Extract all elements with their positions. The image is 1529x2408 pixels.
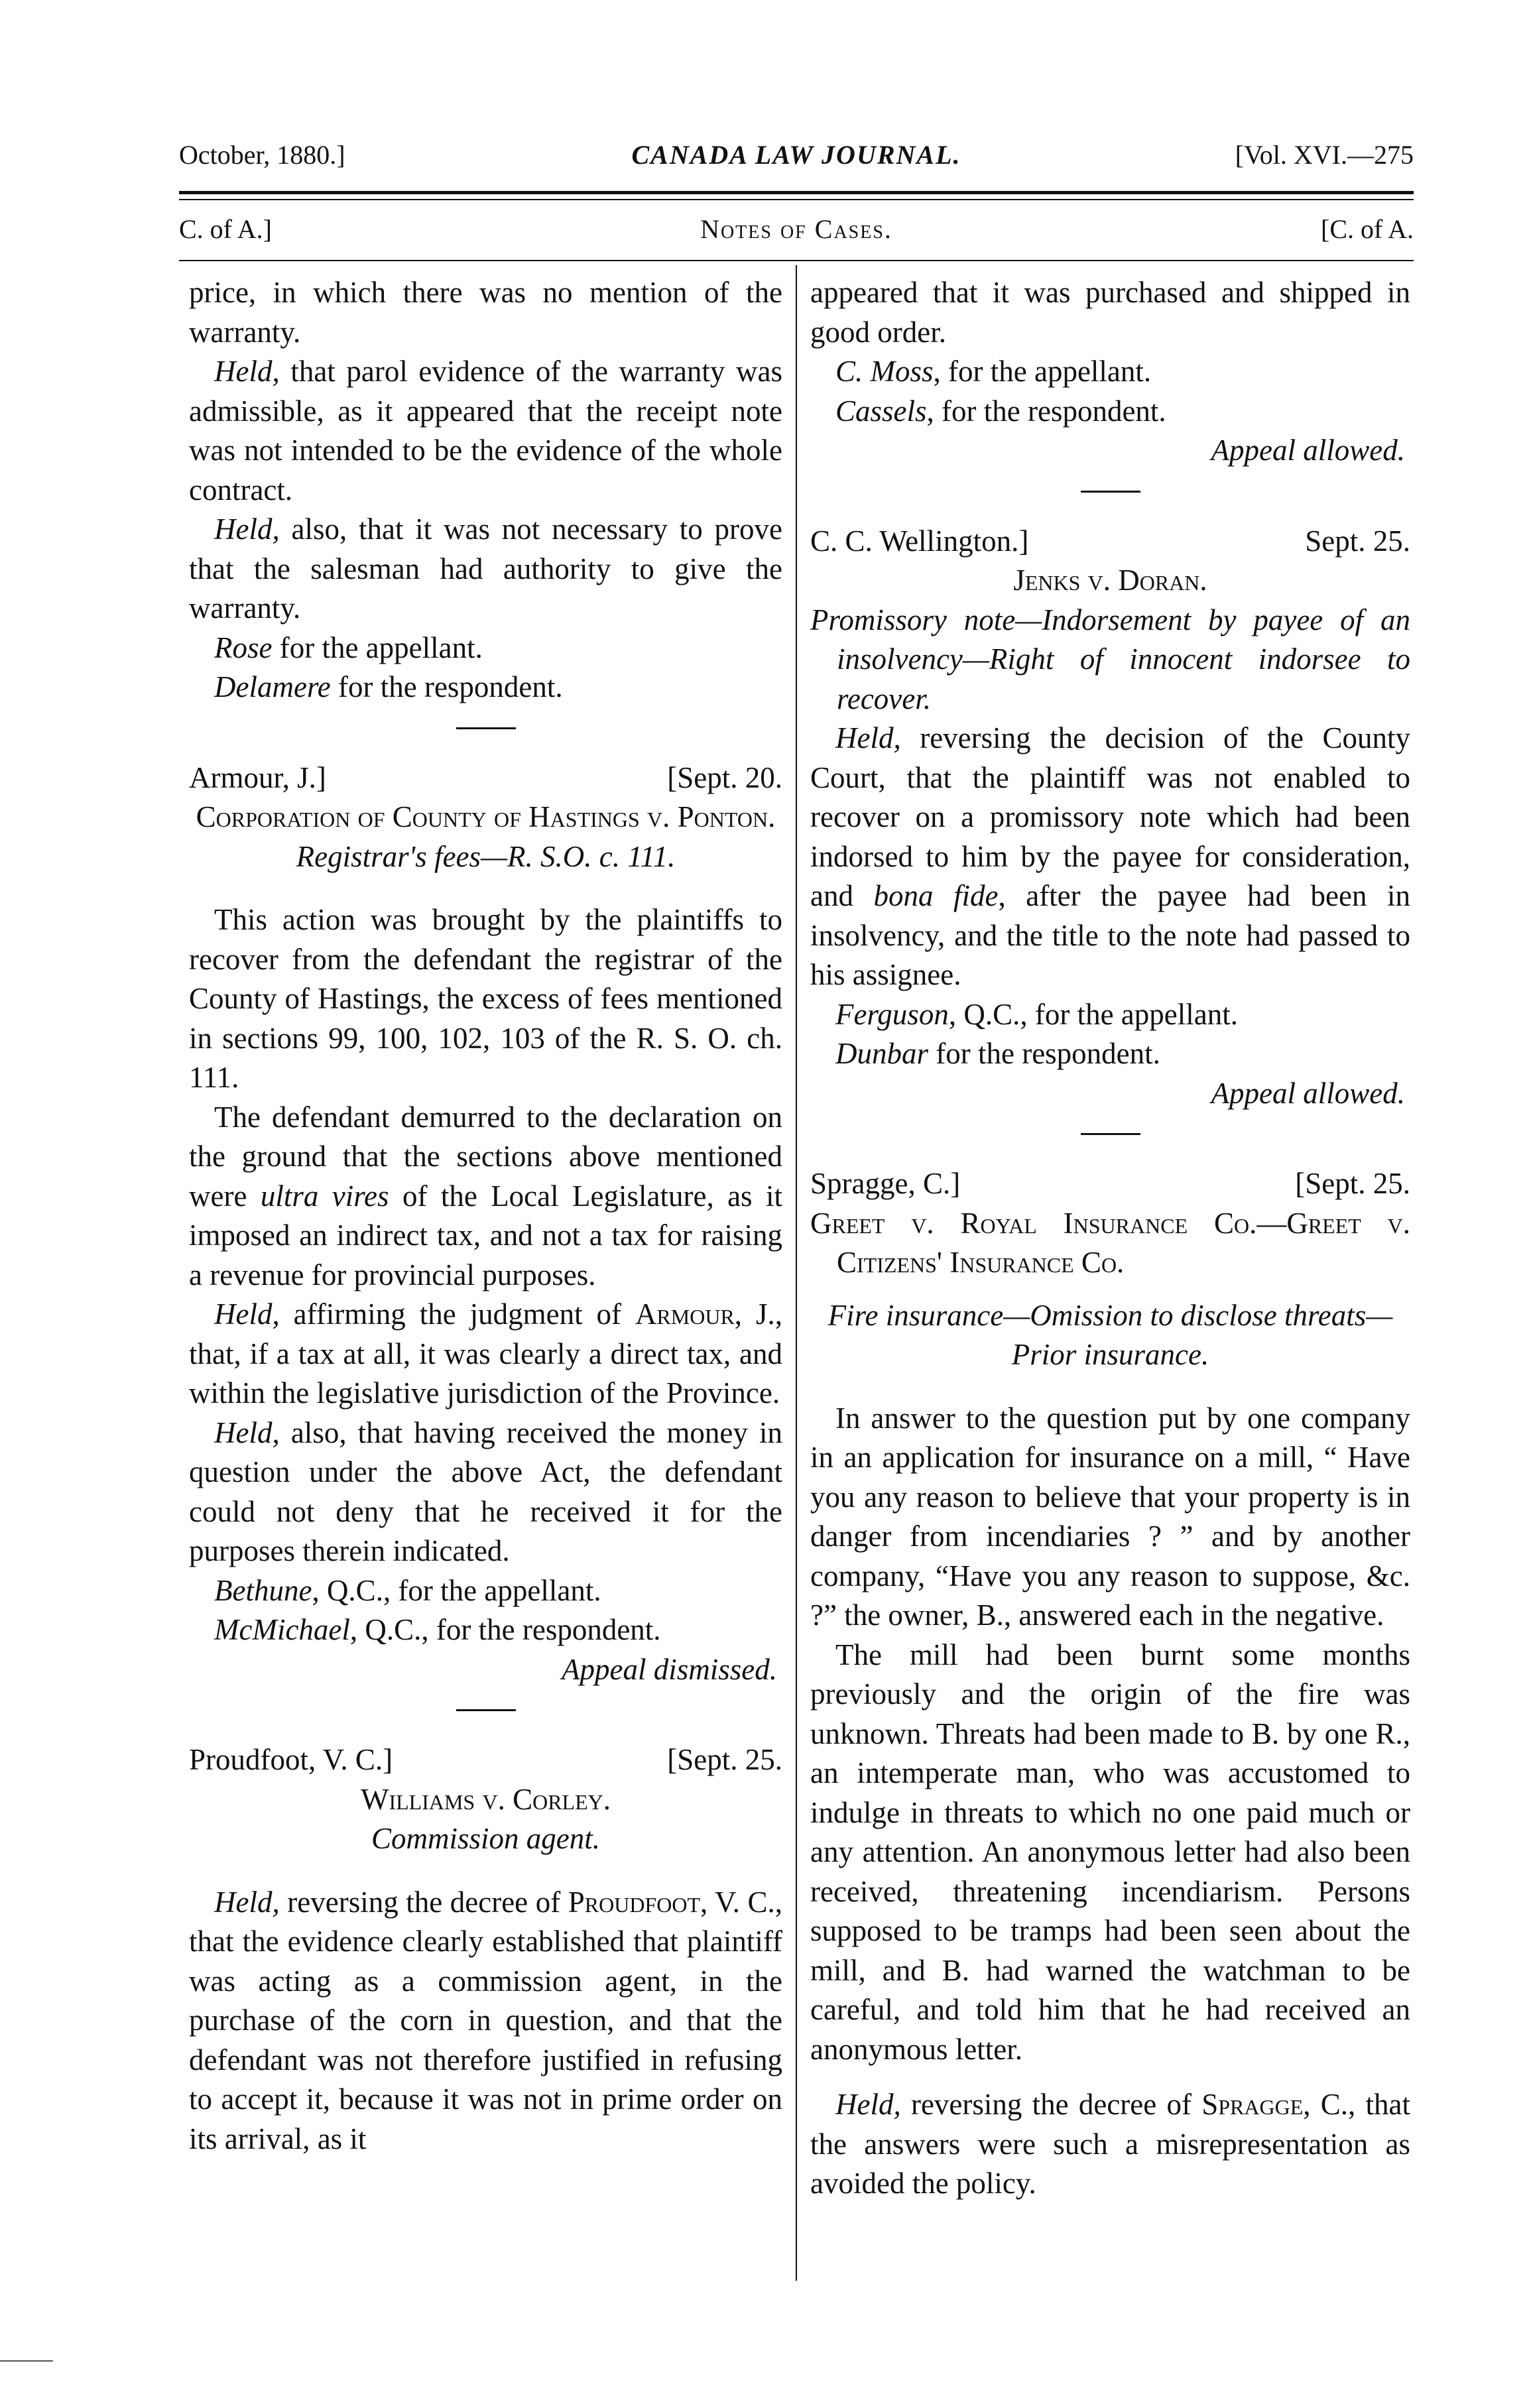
counsel-name: Rose bbox=[214, 631, 273, 664]
held-label: Held, bbox=[214, 355, 280, 388]
section-header bbox=[179, 213, 1414, 251]
case-result: Appeal allowed. bbox=[1211, 1076, 1405, 1110]
header-rule-thick bbox=[179, 191, 1414, 194]
counsel-line bbox=[189, 629, 782, 668]
case-date: [Sept. 25. bbox=[1295, 1167, 1410, 1200]
text-run: The defendant demurred to the declaration on the ground that the sections above mentioned were bbox=[189, 1100, 782, 1213]
right-column bbox=[810, 273, 1410, 2204]
counsel-name: Cassels bbox=[835, 394, 927, 428]
counsel-name: McMichael bbox=[214, 1613, 350, 1646]
column-divider bbox=[796, 265, 797, 2281]
counsel-line bbox=[189, 1610, 782, 1650]
case-date: [Sept. 20. bbox=[667, 760, 782, 794]
counsel-role: , Q.C., for the appellant. bbox=[312, 1573, 601, 1607]
counsel-role: , Q.C., for the respondent. bbox=[349, 1613, 661, 1646]
text-run: , V. C., that the evidence clearly established that plaintiff was acting as a commission agent, in the purchase of the corn in question, and that the defendant was not therefore justified in refusing to accept it, because it was not in prime order on its arrival, as it bbox=[189, 1885, 782, 2155]
holding-text: also, that having received the money in question under the above Act, the defendant could not deny that he received it for the purposes therein indicated. bbox=[189, 1415, 782, 1567]
counsel-line bbox=[810, 352, 1410, 392]
case-result: Appeal allowed. bbox=[1211, 434, 1405, 467]
counsel-name: Dunbar bbox=[835, 1037, 929, 1070]
section-title: Notes of Cases. bbox=[700, 214, 892, 244]
case-separator bbox=[1081, 1133, 1140, 1135]
holding-text: also, that it was not necessary to prove that the salesman had authority to give the warranty. bbox=[189, 512, 782, 625]
holding bbox=[189, 352, 782, 510]
section-rule bbox=[179, 260, 1414, 261]
text-run: reversing the decree of bbox=[279, 1885, 568, 1919]
text-run: , C., that the answers were such a misrepresentation as avoided the policy. bbox=[810, 2088, 1410, 2200]
held-label: Held, bbox=[214, 512, 280, 546]
held-label: Held, bbox=[835, 2088, 901, 2121]
margin-mark bbox=[0, 2360, 53, 2362]
left-column bbox=[189, 273, 782, 2159]
judge-name: Armour, J.] bbox=[189, 760, 326, 794]
case-title: Corporation of County of Hastings v. Ponton. bbox=[196, 800, 776, 833]
case-heading bbox=[810, 522, 1410, 562]
holding bbox=[189, 1883, 782, 2159]
text-run: affirming the judgment of bbox=[279, 1297, 635, 1331]
case-title: Jenks v. Doran. bbox=[1013, 564, 1207, 597]
counsel-line bbox=[810, 392, 1410, 432]
judge-name: Spragge, C.] bbox=[810, 1167, 961, 1200]
counsel-role: for the respondent. bbox=[330, 670, 563, 703]
case-separator bbox=[1081, 491, 1140, 493]
case-date: Sept. 25. bbox=[1305, 524, 1410, 558]
counsel-line bbox=[189, 1571, 782, 1611]
case-heading bbox=[810, 1164, 1410, 1204]
case-paragraph: The mill had been burnt some months previously and the origin of the fire was unknown. Threats had been made to B. by one R., an intemperate man, who was accustomed to indulge in threats to which no one paid much or any attention. An anonymous letter had also been received, threatening incendiarism. Persons supposed to be tramps had been seen about the mill, and B. had warned the watchman to be careful, and told him that he had received an anonymous letter. bbox=[810, 1638, 1410, 2066]
case-date: [Sept. 25. bbox=[667, 1743, 782, 1776]
case-title: Williams v. Corley. bbox=[360, 1782, 611, 1816]
holding bbox=[189, 510, 782, 629]
judge-name: Proudfoot, V. C.] bbox=[189, 1743, 393, 1776]
counsel-role: , for the appellant. bbox=[933, 355, 1152, 388]
case-separator bbox=[456, 1709, 516, 1711]
court-right: [C. of A. bbox=[1321, 214, 1414, 244]
holding bbox=[189, 1295, 782, 1414]
continued-text: appeared that it was purchased and shipped in good order. bbox=[810, 276, 1410, 349]
text-run: , J., that, if a tax at all, it was clearly a direct tax, and within the legislative jurisdiction of the Province. bbox=[189, 1297, 782, 1410]
case-paragraph: In answer to the question put by one company in an application for insurance on a mill, “ Have you any reason to believe that your property is in danger from incendiaries ? ” and by another company, “Have you any reason to suppose, &c. ?” the owner, B., answered each in the negative. bbox=[810, 1401, 1410, 1632]
holding-text: that parol evidence of the warranty was admissible, as it appeared that the receipt note was not intended to be the evidence of the whole contract. bbox=[189, 355, 782, 507]
judge-ref: Proudfoot bbox=[568, 1885, 700, 1919]
counsel-line bbox=[810, 995, 1410, 1035]
counsel-line bbox=[810, 1034, 1410, 1074]
case-result: Appeal dismissed. bbox=[562, 1652, 777, 1686]
case-separator bbox=[456, 727, 516, 729]
case-title: Greet v. Royal Insurance Co.—Greet v. Citizens' Insurance Co. bbox=[810, 1206, 1410, 1279]
holding bbox=[810, 2085, 1410, 2204]
text-run: reversing the decision of the County Court, that the plaintiff was not enabled to recover on a promissory note which had been indorsed to him by the payee for consideration, and bbox=[810, 721, 1410, 912]
text-run: of the Local Legislature, as it imposed an indirect tax, and not a tax for raising a revenue for provincial purposes. bbox=[189, 1179, 782, 1292]
case-subject: Promissory note—Indorsement by payee of an insolvency—Right of innocent indorsee to recover. bbox=[810, 603, 1410, 715]
latin-term: bona fide bbox=[873, 879, 999, 912]
journal-title: CANADA LAW JOURNAL. bbox=[631, 140, 961, 170]
case-paragraph bbox=[189, 1098, 782, 1295]
text-run: reversing the decree of bbox=[900, 2088, 1202, 2121]
judge-ref: Spragge bbox=[1201, 2088, 1304, 2121]
counsel-role: for the respondent. bbox=[928, 1037, 1160, 1070]
case-heading bbox=[189, 1740, 782, 1780]
holding bbox=[810, 719, 1410, 995]
case-subject: Commission agent. bbox=[371, 1822, 600, 1855]
case-subject: Fire insurance—Omission to disclose threats—Prior insurance. bbox=[827, 1298, 1393, 1371]
judge-name: C. C. Wellington.] bbox=[810, 524, 1029, 558]
judge-ref: Armour bbox=[635, 1297, 735, 1331]
counsel-role: , for the respondent. bbox=[926, 394, 1166, 428]
counsel-name: Delamere bbox=[214, 670, 331, 703]
header-date: October, 1880.] bbox=[179, 140, 345, 170]
counsel-name: C. Moss bbox=[835, 355, 934, 388]
case-paragraph: This action was brought by the plaintiffs to recover from the defendant the registrar of the County of Hastings, the excess of fees mentioned in sections 99, 100, 102, 103 of the R. S. O. ch. 111. bbox=[189, 903, 782, 1094]
court-left: C. of A.] bbox=[179, 214, 272, 244]
counsel-name: Ferguson bbox=[835, 997, 949, 1031]
header-rule-thin bbox=[179, 199, 1414, 200]
held-label: Held, bbox=[214, 1297, 280, 1331]
counsel-line bbox=[189, 668, 782, 707]
volume-page: [Vol. XVI.—275 bbox=[1235, 140, 1414, 170]
counsel-role: , Q.C., for the appellant. bbox=[948, 997, 1238, 1031]
held-label: Held, bbox=[835, 721, 901, 754]
counsel-name: Bethune bbox=[214, 1573, 312, 1607]
text-run: , after the payee had been in insolvency, and the title to the note had passed to his assignee. bbox=[810, 879, 1410, 991]
case-subject: Registrar's fees—R. S.O. c. 111. bbox=[296, 839, 676, 873]
holding bbox=[189, 1414, 782, 1571]
latin-term: ultra vires bbox=[260, 1179, 389, 1213]
held-label: Held, bbox=[214, 1885, 280, 1919]
continued-text: price, in which there was no mention of the warranty. bbox=[189, 276, 782, 349]
case-heading bbox=[189, 758, 782, 798]
running-header bbox=[179, 139, 1414, 179]
counsel-role: for the appellant. bbox=[272, 631, 483, 664]
held-label: Held, bbox=[214, 1415, 280, 1449]
